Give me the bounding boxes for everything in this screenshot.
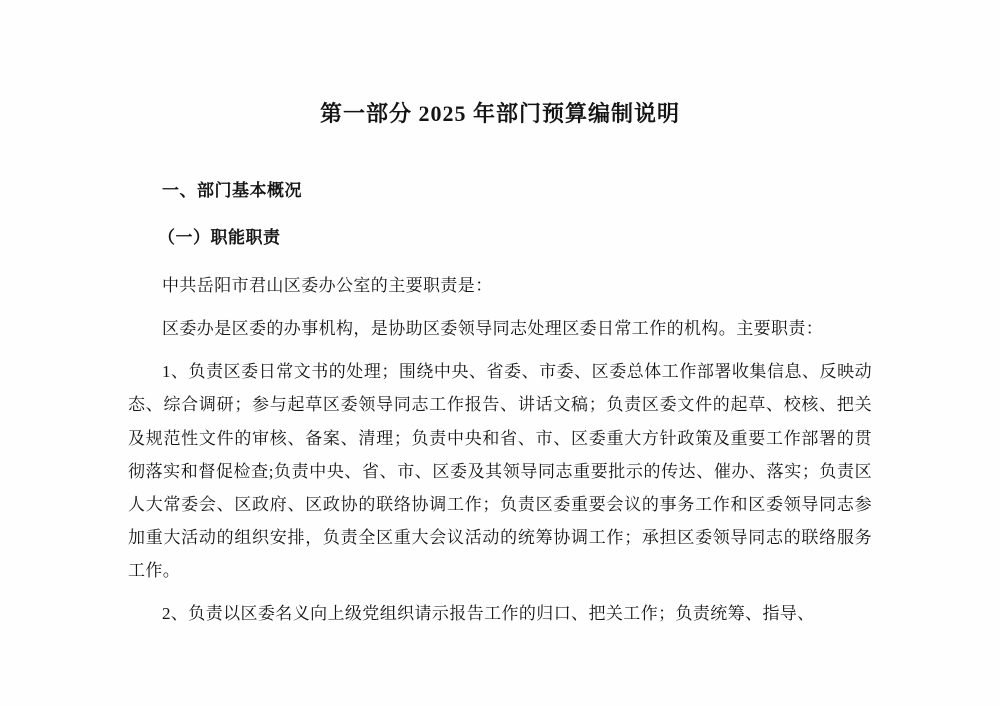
paragraph-duty-item-2: 2、负责以区委名义向上级党组织请示报告工作的归口、把关工作；负责统筹、指导、 xyxy=(162,604,815,624)
sub-heading-duties: （一）职能职责 xyxy=(158,228,281,248)
paragraph-office-definition: 区委办是区委的办事机构，是协助区委领导同志处理区委日常工作的机构。主要职责： xyxy=(162,319,824,339)
paragraph-main-duties-intro: 中共岳阳市君山区委办公室的主要职责是： xyxy=(162,275,493,295)
paragraph-duty-item-1: 1、负责区委日常文书的处理；围绕中央、省委、市委、区委总体工作部署收集信息、反映动态、综合调研；参与起草区委领导同志工作报告、讲话文稿；负责区委文件的起草、校核、把关及规范性文件的审核、备案、清理；负责中央和省、市、区委重大方针政策及重要工作部署的贯彻落实和督促检查;负责中央、省、市、区委及其领导同志重要批示的传达、催办、落实；负责区人大常委会、区政府、区政协的联络协调工作；负责区委重要会议的事务工作和区委领导同志参加重大活动的组织安排，负责全区重大会议活动的统筹协调工作；承担区委领导同志的联络服务工作。 xyxy=(128,362,872,581)
page-title: 第一部分 2025 年部门预算编制说明 xyxy=(319,101,680,126)
section-heading-department-overview: 一、部门基本概况 xyxy=(162,181,302,201)
